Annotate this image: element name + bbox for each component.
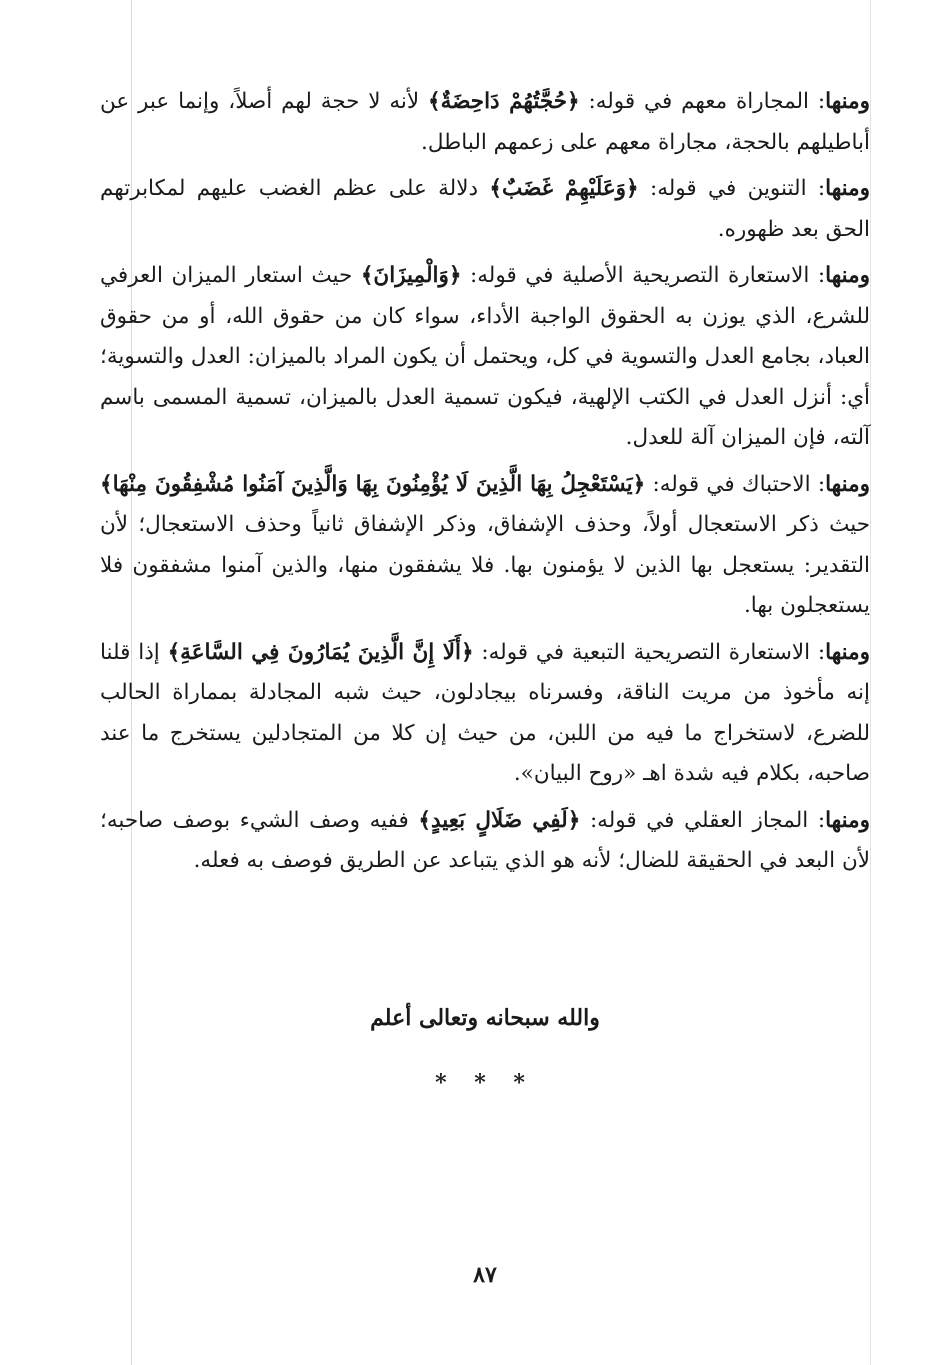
scan-margin-line [870, 0, 871, 1365]
paragraph-text: ففيه وصف الشيء بوصف صاحبه؛ لأن البعد في الحقيقة للضال؛ لأنه هو الذي يتباعد عن الطريق فوصف به فعله. [100, 807, 870, 873]
paragraph-text: : الاحتباك في قوله: [645, 471, 826, 497]
paragraph-text: : المجاز العقلي في قوله: [580, 807, 826, 833]
paragraph-text: لأنه لا حجة لهم أصلاً، وإنما عبر عن أباطيلهم بالحجة، مجاراة معهم على زعمهم الباطل. [100, 89, 870, 155]
paragraph [100, 633, 870, 795]
quran-quote: ﴿أَلَا إِنَّ الَّذِينَ يُمَارُونَ فِي السَّاعَةِ﴾ [167, 639, 474, 665]
quran-quote: ﴿وَالْمِيزَانَ﴾ [360, 263, 462, 288]
paragraph-lead: ومنها [825, 89, 870, 114]
paragraph [100, 82, 870, 163]
quran-quote: ﴿لَفِي ضَلَالٍ بَعِيدٍ﴾ [418, 807, 581, 833]
paragraph-text: : الاستعارة التصريحية الأصلية في قوله: [461, 263, 826, 288]
paragraph-text: حيث ذكر الاستعجال أولاً، وحذف الإشفاق، وذكر الإشفاق ثانياً وحذف الاستعجال؛ لأن التقدير: يستعجل بها الذين لا يؤمنون بها. فلا يشفقون منها، والذين آمنوا مشفقون فلا يستعجلون بها. [100, 512, 870, 618]
paragraph-text: إذا قلنا إنه مأخوذ من مريت الناقة، وفسرناه بيجادلون، حيث شبه المجادلة بمماراة الحالب للضرع، لاستخراج ما فيه من اللبن، من حيث إن كلا من المتجادلين يستخرج ما عند صاحبه، بكلام فيه شدة اهـ «روح البيان». [100, 639, 870, 786]
closing-phrase: والله سبحانه وتعالى أعلم [370, 1005, 600, 1031]
paragraph-lead: ومنها [825, 471, 870, 497]
paragraph [100, 801, 870, 882]
paragraph-text: حيث استعار الميزان العرفي للشرع، الذي يوزن به الحقوق الواجبة الأداء، سواء كان من حقوق الله، أو من حقوق العباد، بجامع العدل والتسوية في كل، ويحتمل أن يكون المراد بالميزان: العدل والتسوية؛ أي: أنزل العدل في الكتب الإلهية، فيكون تسمية العدل بالميزان، تسمية المسمى باسم آلته، فإن الميزان آلة للعدل. [100, 263, 870, 450]
paragraph-text: : المجاراة معهم في قوله: [579, 89, 826, 114]
paragraph-lead: ومنها [825, 176, 870, 201]
page-body [100, 82, 870, 888]
paragraph [100, 256, 870, 459]
paragraph [100, 465, 870, 627]
paragraph [100, 169, 870, 250]
quran-quote: ﴿يَسْتَعْجِلُ بِهَا الَّذِينَ لَا يُؤْمِنُونَ بِهَا وَالَّذِينَ آمَنُوا مُشْفِقُونَ مِنْهَا﴾ [100, 471, 646, 497]
paragraph-text: : التنوين في قوله: [638, 176, 826, 201]
page-number: ٨٧ [473, 1262, 497, 1288]
quran-quote: ﴿وَعَلَيْهِمْ غَضَبٌ﴾ [489, 176, 639, 201]
paragraph-text: دلالة على عظم الغضب عليهم لمكابرتهم الحق بعد ظهوره. [100, 176, 870, 242]
paragraph-lead: ومنها [825, 639, 871, 665]
section-separator: * * * [435, 1070, 535, 1096]
paragraph-lead: ومنها [825, 807, 870, 833]
quran-quote: ﴿حُجَّتُهُمْ دَاحِضَةٌ﴾ [428, 89, 580, 114]
paragraph-lead: ومنها [825, 263, 870, 288]
paragraph-text: : الاستعارة التصريحية التبعية في قوله: [473, 639, 826, 665]
